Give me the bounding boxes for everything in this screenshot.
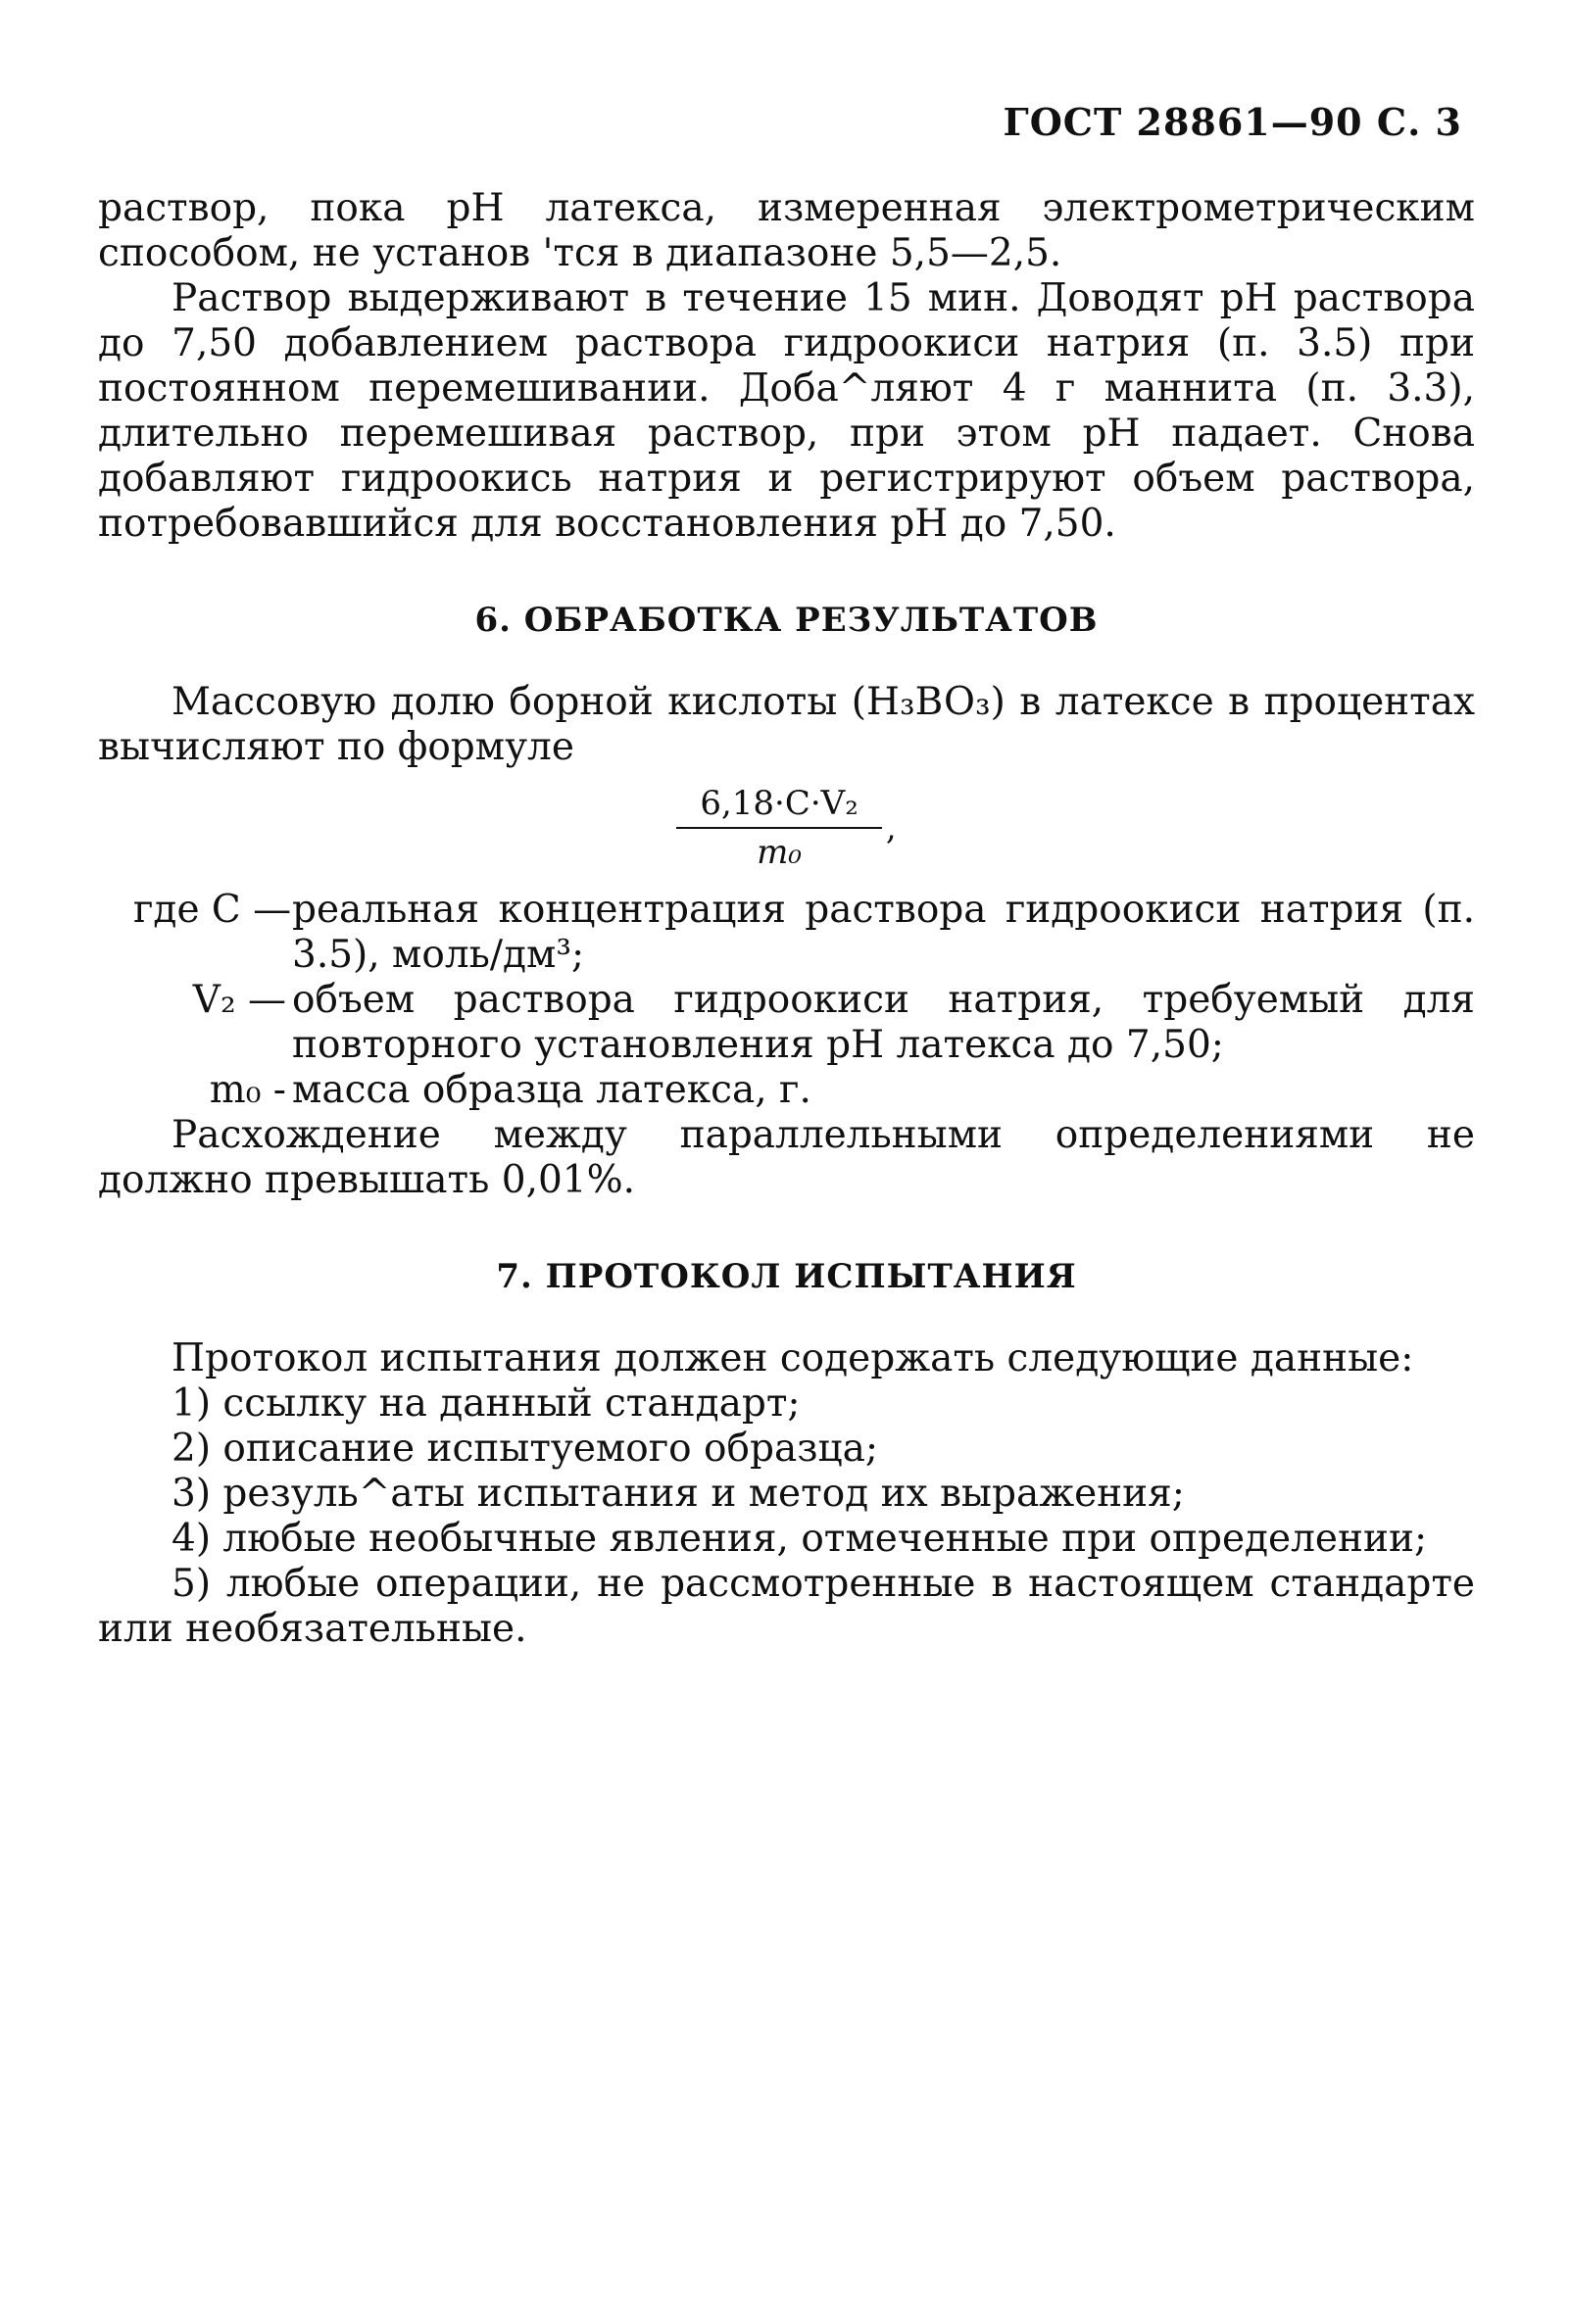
protocol-item: 5) любые операции, не рассмотренные в настоящем стандарте или необязательные. bbox=[98, 1562, 1475, 1651]
formula-definitions bbox=[133, 888, 1475, 1113]
formula-denominator: m₀ bbox=[757, 833, 803, 872]
definition-text: реальная концентрация раствора гидроокиси натрия (п. 3.5), моль/дм³; bbox=[292, 888, 1475, 977]
protocol-item: 1) ссылку на данный стандарт; bbox=[172, 1381, 801, 1426]
definition-symbol: V₂ — bbox=[192, 978, 286, 1022]
definition-symbol: m₀ - bbox=[209, 1068, 286, 1112]
section-heading-protocol: 7. ПРОТОКОЛ ИСПЫТАНИЯ bbox=[496, 1257, 1077, 1296]
protocol-item: 3) резуль^аты испытания и метод их выражения; bbox=[172, 1472, 1185, 1516]
definition-text: объем раствора гидроокиси натрия, требуемый для повторного установления рН латекса до 7,50; bbox=[292, 978, 1475, 1067]
document-header: ГОСТ 28861—90 С. 3 bbox=[1003, 100, 1462, 144]
definition-text: масса образца латекса, г. bbox=[292, 1068, 811, 1112]
formula-numerator: 6,18·C·V₂ bbox=[676, 784, 882, 829]
paragraph-procedure: Раствор выдерживают в течение 15 мин. Доводят рН раствора до 7,50 добавлением раствора гидроокиси натрия (п. 3.5) при постоянном перемешивании. Доба^ляют 4 г маннита (п. 3.3), длительно перемешивая раствор, при этом рН падает. Снова добавляют гидроокись натрия и регистрируют объем раствора, потребовавшийся для восстановления рН до 7,50. bbox=[98, 276, 1475, 546]
formula-comma: , bbox=[885, 808, 897, 847]
section-heading-results: 6. ОБРАБОТКА РЕЗУЛЬТАТОВ bbox=[474, 601, 1099, 640]
formula-intro: Массовую долю борной кислоты (H₃BO₃) в латексе в процентах вычисляют по формуле bbox=[98, 680, 1475, 769]
protocol-intro: Протокол испытания должен содержать следующие данные: bbox=[172, 1336, 1414, 1380]
paragraph-continuation: раствор, пока рН латекса, измеренная электрометрическим способом, не установ 'тся в диапазоне 5,5—2,5. bbox=[98, 186, 1475, 275]
formula-fraction bbox=[676, 784, 882, 872]
protocol-item: 4) любые необычные явления, отмеченные при определении; bbox=[172, 1517, 1428, 1561]
tolerance-paragraph: Расхождение между параллельными определениями не должно превышать 0,01%. bbox=[98, 1113, 1475, 1202]
document-body bbox=[98, 186, 1475, 1652]
protocol-item: 2) описание испытуемого образца; bbox=[172, 1427, 878, 1471]
definition-symbol: где C — bbox=[133, 888, 292, 932]
formula bbox=[98, 784, 1475, 872]
